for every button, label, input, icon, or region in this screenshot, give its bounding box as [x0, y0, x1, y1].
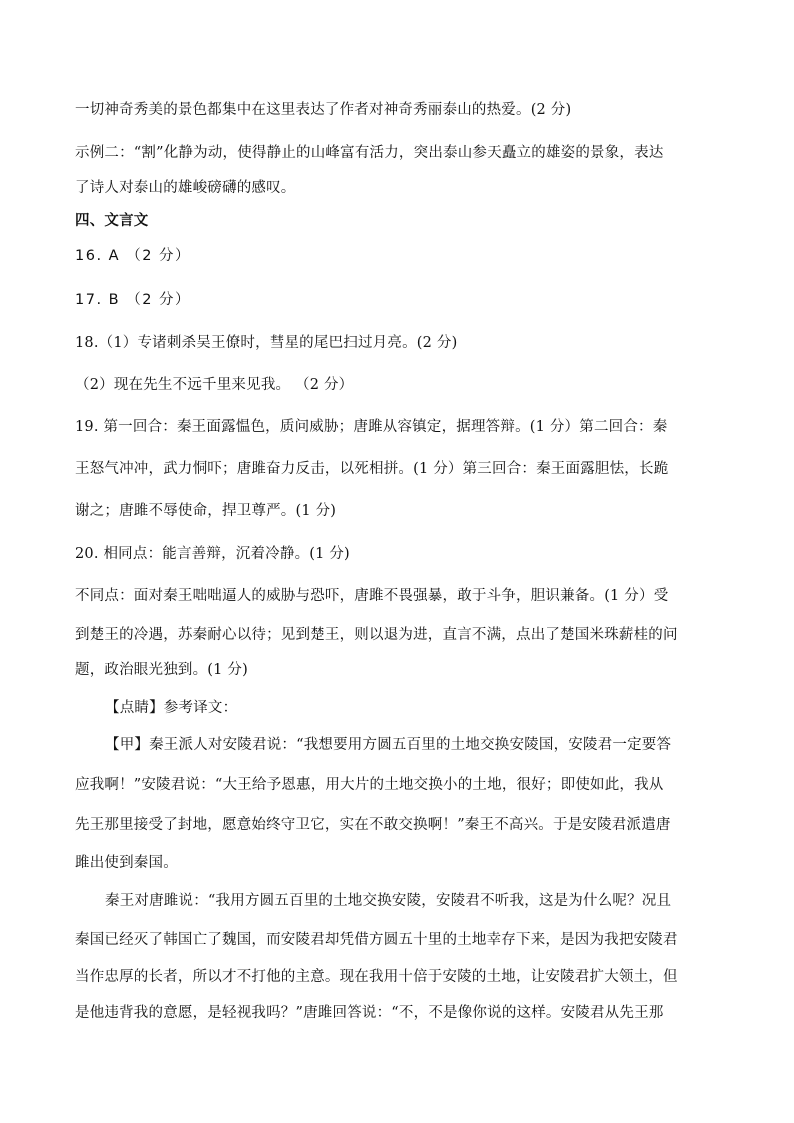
- answer-17: 17. B （2 分）: [75, 292, 192, 308]
- text-line: 示例二：“割”化静为动，使得静止的山峰富有活力，突出泰山参天矗立的雄姿的景象，表达: [75, 145, 664, 161]
- translation-line: 是他违背我的意愿，是轻视我吗？”唐雎回答说：“不，不是像你说的这样。安陵君从先王那: [75, 1005, 664, 1021]
- translation-line: 秦王对唐雎说：“我用方圆五百里的土地交换安陵，安陵君不听我，这是为什么呢？况且: [105, 893, 672, 909]
- answer-19-cont: 王怒气冲冲，武力恫吓；唐雎奋力反击，以死相拼。(1 分）第三回合：秦王面露胆怯，长跪: [75, 461, 669, 477]
- translation-line: 应我啊！”安陵君说：“大王给予恩惠，用大片的土地交换小的土地，很好；即使如此，我从: [75, 777, 664, 793]
- answer-20-cont: 题，政治眼光独到。(1 分): [75, 662, 248, 678]
- text-line: 了诗人对泰山的雄峻磅礴的感叹。: [75, 180, 296, 196]
- answer-20-cont: 到楚王的冷遇，苏秦耐心以待；见到楚王，则以退为进，直言不满，点出了楚国米珠薪桂的问: [75, 627, 678, 643]
- section-heading: 四、文言文: [75, 212, 149, 229]
- answer-20: 20. 相同点：能言善辩，沉着冷静。(1 分): [75, 546, 350, 562]
- translation-line: 秦国已经灭了韩国亡了魏国，而安陵君却凭借方圆五十里的土地幸存下来，是因为我把安陵君: [75, 932, 678, 948]
- answer-16: 16. A （2 分）: [75, 248, 192, 264]
- answer-20-cont: 不同点：面对秦王咄咄逼人的威胁与恐吓，唐雎不畏强暴，敢于斗争，胆识兼备。(1 分）受: [75, 588, 669, 604]
- answer-19: 19. 第一回合：秦王面露愠色，质问威胁；唐雎从容镇定，据理答辩。(1 分）第二回合：秦: [75, 419, 668, 435]
- answer-19-cont: 谢之；唐雎不辱使命，捍卫尊严。(1 分): [75, 503, 337, 519]
- translation-line: 【甲】秦王派人对安陵君说：“我想要用方圆五百里的土地交换安陵国，安陵君一定要答: [105, 737, 672, 753]
- answer-18-1: 18.（1）专诸刺杀吴王僚时，彗星的尾巴扫过月亮。(2 分): [75, 335, 458, 351]
- translation-line: 雎出使到秦国。: [75, 855, 178, 871]
- dianjing-heading: 【点睛】参考译文：: [105, 700, 238, 716]
- translation-line: 当作忠厚的长者，所以才不打他的主意。现在我用十倍于安陵的土地，让安陵君扩大领土，但: [75, 969, 678, 985]
- translation-line: 先王那里接受了封地，愿意始终守卫它，实在不敢交换啊！”秦王不高兴。于是安陵君派遣唐: [75, 817, 671, 833]
- answer-18-2: （2）现在先生不远千里来见我。 （2 分）: [75, 377, 354, 393]
- text-line: 一切神奇秀美的景色都集中在这里表达了作者对神奇秀丽泰山的热爱。(2 分): [75, 102, 572, 118]
